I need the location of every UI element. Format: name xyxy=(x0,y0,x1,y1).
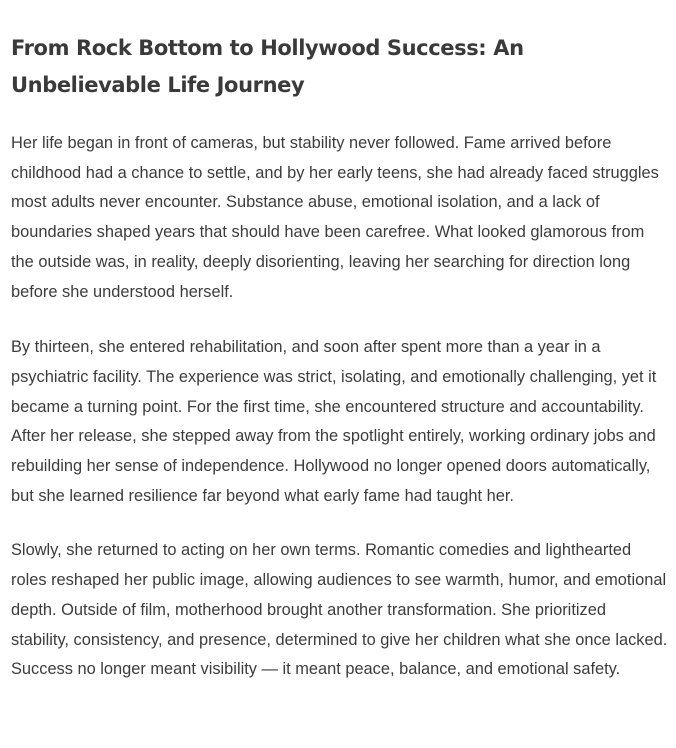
article-paragraph: Her life began in front of cameras, but stability never followed. Fame arrived before childhood had a chance to settle, and by her early teens, she had already faced struggles most adults never encounter. Substance abuse, emotional isolation, and a lack of boundaries shaped years that should have been carefree. What looked glamorous from the outside was, in reality, deeply disorienting, leaving her searching for direction long before she understood herself. xyxy=(11,134,659,301)
article-paragraph: Slowly, she returned to acting on her own terms. Romantic comedies and lighthearted roles reshaped her public image, allowing audiences to see warmth, humor, and emotional depth. Outside of film, motherhood brought another transformation. She prioritized stability, consistency, and presence, determined to give her children what she once lacked. Success no longer meant visibility — it meant peace, balance, and emotional safety. xyxy=(11,541,668,679)
article-paragraph: By thirteen, she entered rehabilitation, and soon after spent more than a year in a psychiatric facility. The experience was strict, isolating, and emotionally challenging, yet it became a turning point. For the first time, she encountered structure and accountability. After her release, she stepped away from the spotlight entirely, working ordinary jobs and rebuilding her sense of independence. Hollywood no longer opened doors automatically, but she learned resilience far beyond what early fame had taught her. xyxy=(11,338,657,505)
article-title: From Rock Bottom to Hollywood Success: An Unbelievable Life Journey xyxy=(11,36,524,97)
